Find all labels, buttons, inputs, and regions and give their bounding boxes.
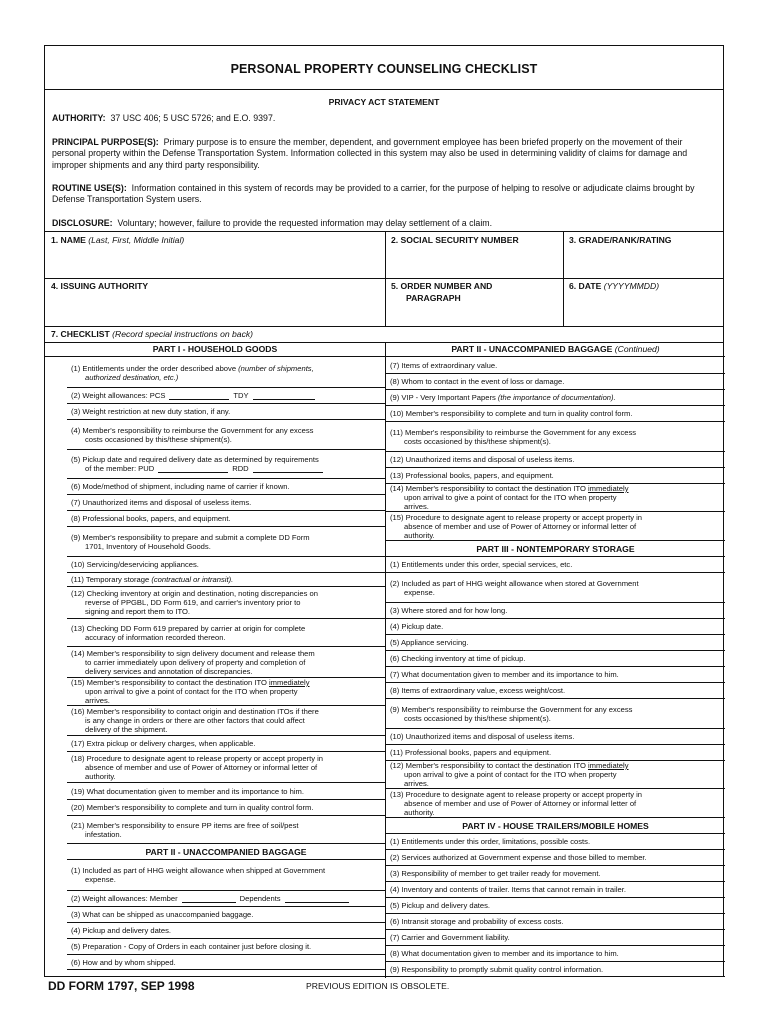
date-field[interactable]: 6. DATE (YYYYMMDD)	[569, 281, 660, 291]
divider	[45, 278, 723, 279]
checklist-item: (13) Checking DD Form 619 prepared by carrier at origin for complete accuracy of information recorded thereon.	[67, 619, 385, 647]
blank-line[interactable]	[253, 399, 315, 400]
checklist-item: (10) Member's responsibility to complete and turn in quality control form.	[386, 406, 725, 422]
checklist-item: (16) Member's responsibility to contact origin and destination ITOs if there is any change in orders or there are other factors that could affect delivery of the shipment.	[67, 706, 385, 736]
checklist-item: (1) Included as part of HHG weight allowance when shipped at Government expense.	[67, 860, 385, 891]
disclosure-paragraph: DISCLOSURE: Voluntary; however, failure to provide the requested information may delay settlement of a claim.	[52, 218, 493, 228]
blank-line[interactable]	[169, 399, 229, 400]
checklist-item: (12) Member's responsibility to contact the destination ITO immediately upon arrival to give a point of contact for the ITO when property arrives.	[386, 761, 725, 789]
checklist-item: (11) Member's responsibility to reimburse the Government for any excess costs occasioned by this/these shipment(s).	[386, 422, 725, 452]
blank-line[interactable]	[253, 472, 323, 473]
checklist-item: (8) Professional books, papers, and equipment.	[67, 511, 385, 527]
checklist-item: (3) Weight restriction at new duty station, if any.	[67, 404, 385, 420]
checklist-item: (17) Extra pickup or delivery charges, when applicable.	[67, 736, 385, 752]
part-3-heading: PART III - NONTEMPORARY STORAGE	[386, 541, 725, 557]
checklist-item: (1) Entitlements under this order, special services, etc.	[386, 557, 725, 573]
part-2-continued-heading: PART II - UNACCOMPANIED BAGGAGE (Continued)	[386, 342, 725, 357]
checklist-item: (3) Where stored and for how long.	[386, 603, 725, 619]
checklist-item: (9) Responsibility to promptly submit quality control information.	[386, 962, 725, 977]
name-field[interactable]: 1. NAME (Last, First, Middle Initial)	[51, 235, 185, 245]
form-number: DD FORM 1797, SEP 1998	[48, 979, 195, 993]
checklist-item: (3) Responsibility of member to get trailer ready for movement.	[386, 866, 725, 882]
checklist-item: (14) Member's responsibility to contact the destination ITO immediately upon arrival to give a point of contact for the ITO when property arrives.	[386, 484, 725, 512]
checklist-item: (4) Pickup date.	[386, 619, 725, 635]
principal-purpose-paragraph: PRINCIPAL PURPOSE(S): Primary purpose is to ensure the member, dependent, and government employee has been briefed properly on the movement of their personal property within the Defense Transportation System. Information collected in this system may also be used in determining validity of claims for damage and improper shipments and any third party responsibility.	[52, 137, 688, 170]
checklist-item: (12) Unauthorized items and disposal of useless items.	[386, 452, 725, 468]
routine-use-paragraph: ROUTINE USE(S): Information contained in this system of records may be provided to a carrier, for the purpose of helping to resolve or adjudicate claims brought by Defense Transportation System users.	[52, 183, 695, 205]
checklist-item: (13) Professional books, papers, and equipment.	[386, 468, 725, 484]
checklist-item: (2) Weight allowances: Member Dependents	[67, 891, 385, 907]
divider	[45, 231, 723, 232]
checklist-item: (7) Carrier and Government liability.	[386, 930, 725, 946]
checklist-item: (5) Preparation - Copy of Orders in each container just before closing it.	[67, 939, 385, 955]
part-2-heading: PART II - UNACCOMPANIED BAGGAGE	[67, 844, 385, 860]
checklist-item: (5) Pickup and delivery dates.	[386, 898, 725, 914]
part-4-heading: PART IV - HOUSE TRAILERS/MOBILE HOMES	[386, 818, 725, 834]
checklist-item: (9) Member's responsibility to prepare and submit a complete DD Form 1701, Inventory of Household Goods.	[67, 527, 385, 557]
order-number-field[interactable]: 5. ORDER NUMBER AND PARAGRAPH	[391, 281, 493, 303]
checklist-item: (6) Intransit storage and probability of excess costs.	[386, 914, 725, 930]
checklist-item: (10) Unauthorized items and disposal of useless items.	[386, 729, 725, 745]
divider	[45, 326, 723, 327]
checklist-item: (6) Checking inventory at time of pickup.	[386, 651, 725, 667]
checklist-item: (7) Items of extraordinary value.	[386, 358, 725, 374]
checklist-item: (4) Pickup and delivery dates.	[67, 923, 385, 939]
blank-line[interactable]	[285, 902, 349, 903]
checklist-item: (5) Pickup date and required delivery date as determined by requirements of the member: PUD RDD	[67, 450, 385, 479]
checklist-item: (9) VIP - Very Important Papers (the importance of documentation).	[386, 390, 725, 406]
edition-note: PREVIOUS EDITION IS OBSOLETE.	[306, 981, 450, 991]
checklist-label: 7. CHECKLIST (Record special instructions on back)	[51, 329, 254, 339]
checklist-item: (4) Inventory and contents of trailer. Items that cannot remain in trailer.	[386, 882, 725, 898]
checklist-item: (3) What can be shipped as unaccompanied baggage.	[67, 907, 385, 923]
checklist-item: (8) Whom to contact in the event of loss or damage.	[386, 374, 725, 390]
checklist-item: (2) Weight allowances: PCS TDY	[67, 388, 385, 404]
divider	[563, 231, 564, 326]
divider	[45, 89, 723, 90]
checklist-item: (2) Included as part of HHG weight allowance when stored at Government expense.	[386, 573, 725, 603]
checklist-item: (11) Professional books, papers and equipment.	[386, 745, 725, 761]
checklist-item: (2) Services authorized at Government expense and those billed to member.	[386, 850, 725, 866]
issuing-authority-field[interactable]: 4. ISSUING AUTHORITY	[51, 281, 149, 291]
checklist-item: (8) What documentation given to member and its importance to him.	[386, 946, 725, 962]
checklist-item: (10) Servicing/deservicing appliances.	[67, 557, 385, 573]
checklist-item: (20) Member's responsibility to complete and turn in quality control form.	[67, 800, 385, 816]
checklist-item: (11) Temporary storage (contractual or intransit).	[67, 573, 385, 587]
part-1-heading: PART I - HOUSEHOLD GOODS	[45, 342, 385, 357]
checklist-item: (13) Procedure to designate agent to release property or accept property in absence of member and use of Power of Attorney or informal letter of authority.	[386, 789, 725, 818]
checklist-item: (14) Member's responsibility to sign delivery document and release them to carrier immediately upon delivery of property and completion of delivery services and annotation of discrepancies.	[67, 647, 385, 678]
checklist-item: (1) Entitlements under this order, limitations, possible costs.	[386, 834, 725, 850]
checklist-item: (7) What documentation given to member and its importance to him.	[386, 667, 725, 683]
checklist-item: (15) Member's responsibility to contact the destination ITO immediately upon arrival to give a point of contact for the ITO when property arrives.	[67, 678, 385, 706]
checklist-form	[44, 45, 724, 977]
checklist-item: (15) Procedure to designate agent to release property or accept property in absence of member and use of Power of Attorney or informal letter of authority.	[386, 512, 725, 541]
authority-paragraph: AUTHORITY: 37 USC 406; 5 USC 5726; and E.O. 9397.	[52, 113, 276, 123]
blank-line[interactable]	[158, 472, 228, 473]
checklist-item: (12) Checking inventory at origin and destination, noting discrepancies on reverse of PPGBL, DD Form 619, and carrier's inventory prior to signing and report them to ITO.	[67, 587, 385, 619]
checklist-item: (6) How and by whom shipped.	[67, 955, 385, 970]
checklist-item: (6) Mode/method of shipment, including name of carrier if known.	[67, 479, 385, 495]
privacy-act-heading: PRIVACY ACT STATEMENT	[328, 97, 440, 107]
checklist-item: (18) Procedure to designate agent to release property or accept property in absence of member and use of Power of Attorney or informal letter of authority.	[67, 752, 385, 783]
checklist-item: (7) Unauthorized items and disposal of useless items.	[67, 495, 385, 511]
divider	[385, 231, 386, 326]
checklist-item: (21) Member's responsibility to ensure PP items are free of soil/pest infestation.	[67, 816, 385, 844]
checklist-item: (4) Member's responsibility to reimburse the Government for any excess costs occasioned by this/these shipment(s).	[67, 420, 385, 450]
checklist-item: (19) What documentation given to member and its importance to him.	[67, 783, 385, 800]
grade-field[interactable]: 3. GRADE/RANK/RATING	[569, 235, 672, 245]
blank-line[interactable]	[182, 902, 236, 903]
ssn-field[interactable]: 2. SOCIAL SECURITY NUMBER	[391, 235, 519, 245]
checklist-item: (8) Items of extraordinary value, excess weight/cost.	[386, 683, 725, 699]
checklist-item: (9) Member's responsibility to reimburse the Government for any excess costs occasioned by this/these shipment(s).	[386, 699, 725, 729]
form-title: PERSONAL PROPERTY COUNSELING CHECKLIST	[230, 62, 538, 76]
checklist-item: (5) Appliance servicing.	[386, 635, 725, 651]
checklist-item: (1) Entitlements under the order described above (number of shipments, authorized destination, etc.)	[67, 358, 385, 388]
